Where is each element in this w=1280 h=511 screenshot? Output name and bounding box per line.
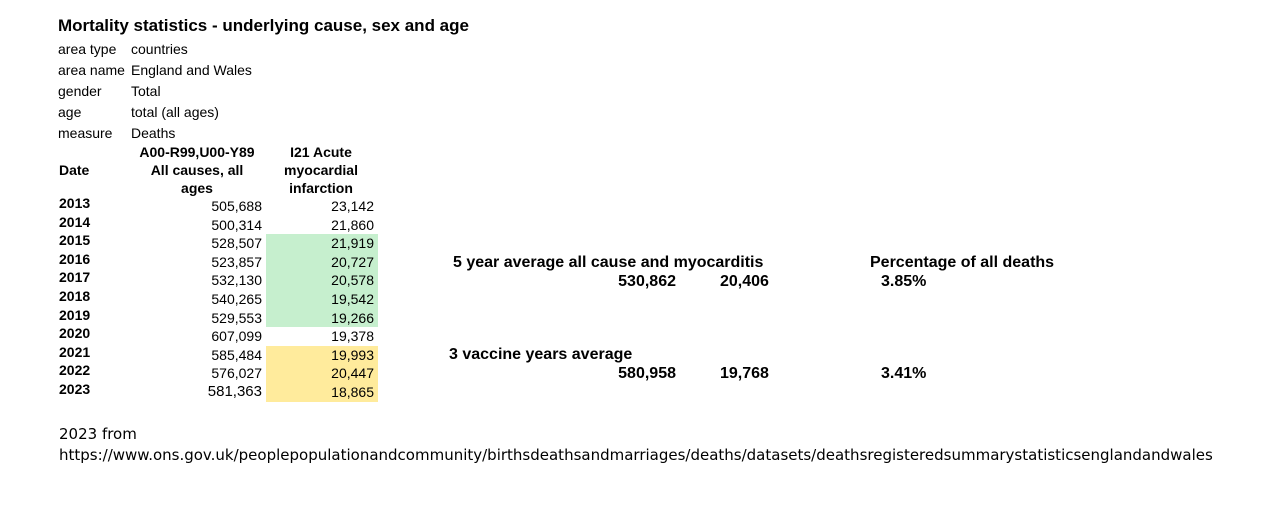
year-cell: 2023 bbox=[59, 381, 91, 397]
vaccine-all-value: 580,958 bbox=[618, 365, 676, 382]
year-cell: 2018 bbox=[59, 288, 91, 304]
header-all-causes bbox=[128, 143, 266, 197]
all-causes-cell: 505,688 bbox=[211, 198, 262, 214]
header-all-causes-line: ages bbox=[181, 180, 213, 196]
meta-value-area-name: England and Wales bbox=[131, 62, 252, 78]
all-causes-cell: 585,484 bbox=[211, 346, 262, 363]
source-url[interactable]: https://www.ons.gov.uk/peoplepopulationandcommunity/birthsdeathsandmarriages/deaths/datasets/deathsregisteredsummarystatisticsenglandandwales bbox=[59, 446, 1213, 464]
mi-cell: 19,542 bbox=[266, 290, 378, 309]
year-cell: 2015 bbox=[59, 232, 91, 249]
meta-label-area-name: area name bbox=[58, 62, 125, 78]
source-intro: 2023 from bbox=[59, 425, 137, 443]
mi-cell: 19,378 bbox=[331, 328, 374, 345]
header-mi-line: I21 Acute bbox=[290, 144, 352, 160]
header-mi-line: myocardial bbox=[284, 162, 358, 178]
meta-value-measure: Deaths bbox=[131, 125, 176, 141]
meta-label-area-type: area type bbox=[58, 41, 117, 57]
mi-cell: 21,919 bbox=[266, 234, 378, 253]
vaccine-years-label: 3 vaccine years average bbox=[449, 346, 633, 363]
header-myocardial-infarction bbox=[266, 143, 376, 197]
year-cell: 2019 bbox=[59, 306, 91, 323]
five-year-all-value: 530,862 bbox=[618, 273, 676, 290]
year-cell: 2017 bbox=[59, 269, 91, 286]
all-causes-cell: 523,857 bbox=[211, 253, 262, 270]
vaccine-percentage: 3.41% bbox=[881, 365, 927, 382]
meta-label-age: age bbox=[58, 104, 82, 120]
five-year-mi-value: 20,406 bbox=[720, 273, 769, 290]
mi-cell: 19,266 bbox=[266, 309, 378, 328]
year-cell: 2021 bbox=[59, 343, 91, 360]
header-mi-line: infarction bbox=[289, 180, 353, 196]
mi-cell: 20,578 bbox=[266, 271, 378, 290]
page-title: Mortality statistics - underlying cause, sex and age bbox=[58, 16, 469, 35]
five-year-percentage: 3.85% bbox=[881, 273, 927, 290]
mi-cell: 20,727 bbox=[266, 253, 378, 272]
meta-value-area-type: countries bbox=[131, 41, 188, 57]
year-cell: 2013 bbox=[59, 195, 91, 211]
year-cell: 2014 bbox=[59, 213, 91, 230]
mi-cell: 21,860 bbox=[331, 216, 374, 233]
mi-cell: 19,993 bbox=[266, 346, 378, 365]
all-causes-cell: 540,265 bbox=[211, 291, 262, 307]
all-causes-cell: 576,027 bbox=[211, 365, 262, 382]
all-causes-cell: 529,553 bbox=[211, 309, 262, 326]
mi-cell: 23,142 bbox=[331, 198, 374, 214]
meta-label-gender: gender bbox=[58, 83, 102, 99]
header-all-causes-line: All causes, all bbox=[150, 162, 244, 178]
year-cell: 2020 bbox=[59, 325, 91, 342]
all-causes-cell: 607,099 bbox=[211, 328, 262, 345]
year-cell: 2016 bbox=[59, 250, 91, 267]
header-all-causes-line: A00-R99,U00-Y89 bbox=[139, 144, 255, 160]
meta-value-gender: Total bbox=[131, 83, 161, 99]
all-causes-cell: 581,363 bbox=[207, 383, 262, 400]
header-date: Date bbox=[59, 162, 90, 178]
vaccine-mi-value: 19,768 bbox=[720, 365, 769, 382]
mi-cell: 18,865 bbox=[266, 383, 378, 402]
all-causes-cell: 532,130 bbox=[211, 272, 262, 289]
mi-cell: 20,447 bbox=[266, 364, 378, 383]
meta-value-age: total (all ages) bbox=[131, 104, 219, 120]
meta-label-measure: measure bbox=[58, 125, 113, 141]
percentage-label: Percentage of all deaths bbox=[870, 254, 1055, 271]
all-causes-cell: 500,314 bbox=[211, 216, 262, 233]
all-causes-cell: 528,507 bbox=[211, 235, 262, 252]
year-cell: 2022 bbox=[59, 362, 91, 379]
five-year-average-label: 5 year average all cause and myocarditis bbox=[453, 254, 764, 271]
